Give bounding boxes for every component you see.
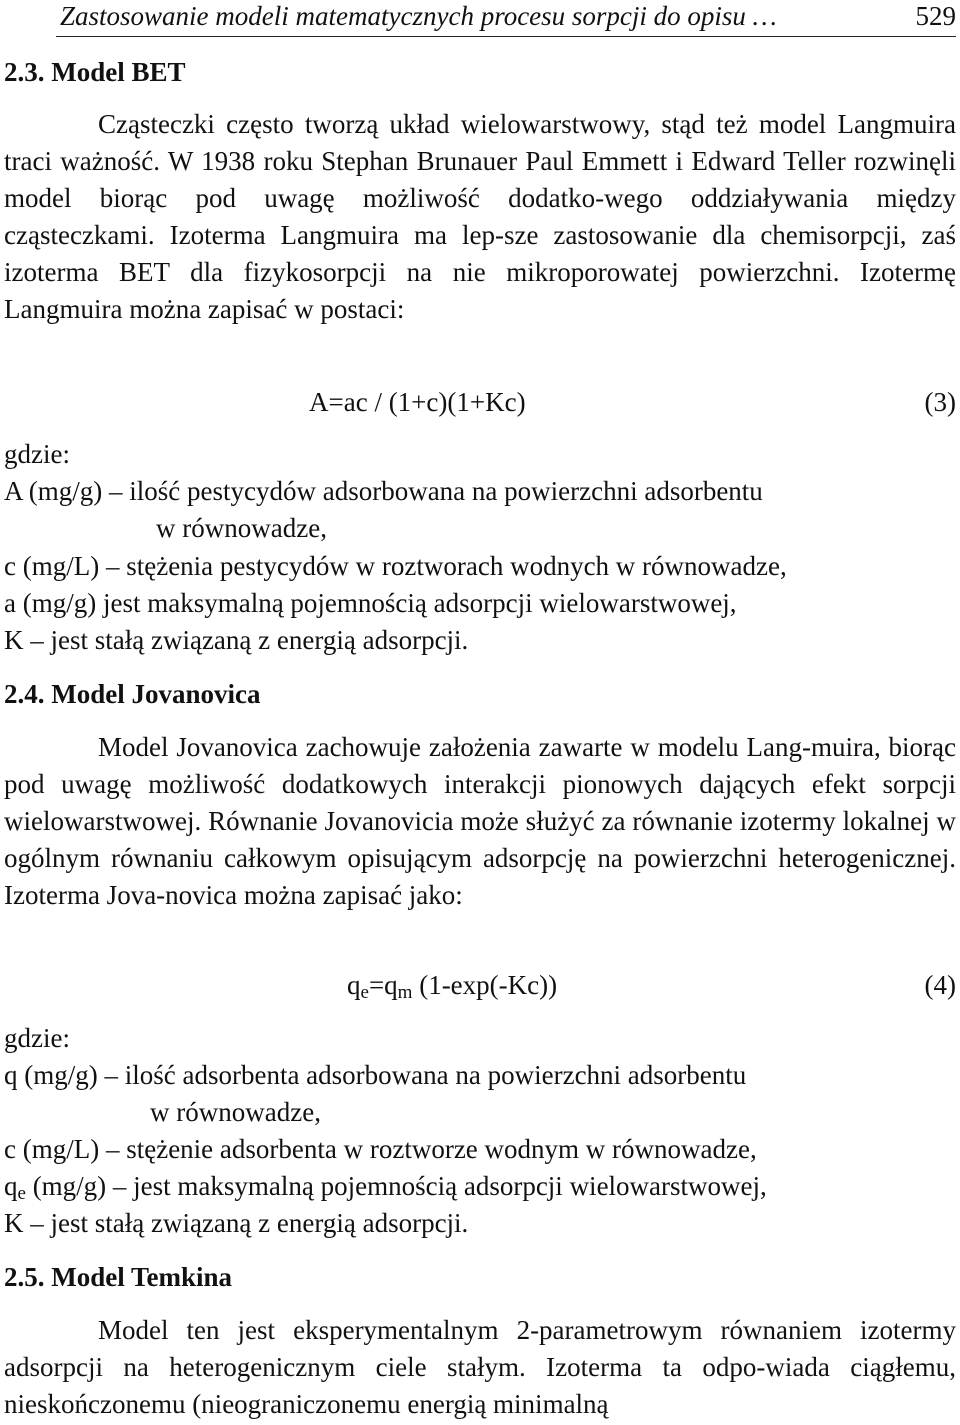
running-header-title: Zastosowanie modeli matematycznych procesu sorpcji do opisu … <box>60 1 777 31</box>
paragraph-temkin: Model ten jest eksperymentalnym 2-parametrowym równaniem izotermy adsorpcji na heterogenicznym ciele stałym. Izoterma ta odpo-wiada ciągłemu, nieskończonemu (nieograniczonemu energią minimalną <box>4 1315 956 1419</box>
running-header <box>56 0 956 37</box>
section-heading-bet: 2.3. Model BET <box>4 57 186 87</box>
page-number: 529 <box>915 1 956 31</box>
equation-4-formula: $q_e=q_m$ (1-exp(-Kc)) <box>347 970 558 1003</box>
equation-3-number: (3) <box>924 387 956 417</box>
definition-K: K – jest stałą związaną z energią adsorpcji. <box>4 625 469 655</box>
equation-3-formula: A=ac / (1+c)(1+Kc) <box>309 387 526 417</box>
definition-A-continuation: w równowadze, <box>156 513 327 543</box>
definition-a: a (mg/g) jest maksymalną pojemnością adsorpcji wielowarstwowej, <box>4 588 737 618</box>
equation-4-number: (4) <box>924 970 956 1000</box>
definition-A: A (mg/g) – ilość pestycydów adsorbowana na powierzchni adsorbentu <box>4 476 763 506</box>
where-label-2: gdzie: <box>4 1023 70 1053</box>
definition-c: c (mg/L) – stężenia pestycydów w roztworach wodnych w równowadze, <box>4 551 787 581</box>
definition-K-2: K – jest stałą związaną z energią adsorpcji. <box>4 1208 469 1238</box>
equation-4 <box>4 965 956 1005</box>
paragraph-bet: Cząsteczki często tworzą układ wielowarstwowy, stąd też model Langmuira traci ważność. W 1938 roku Stephan Brunauer Paul Emmett i Edward Teller rozwinęli model biorąc pod uwagę możliwość dodatko-wego oddziaływania między cząsteczkami. Izoterma Langmuira ma lep-sze zastosowanie dla chemisorpcji, zaś izoterma BET dla fizykosorpcji na nie mikroporowatej powierzchni. Izotermę Langmuira można zapisać w postaci: <box>4 109 956 324</box>
definition-qe: $q_e$ (mg/g) – jest maksymalną pojemnością adsorpcji wielowarstwowej, <box>4 1171 767 1204</box>
definition-q-continuation: w równowadze, <box>150 1097 321 1127</box>
where-label: gdzie: <box>4 439 70 469</box>
definition-c-2: c (mg/L) – stężenie adsorbenta w roztworze wodnym w równowadze, <box>4 1134 757 1164</box>
paragraph-jovanovic: Model Jovanovica zachowuje założenia zawarte w modelu Lang-muira, biorąc pod uwagę możliwość dodatkowych interakcji pionowych dających efekt sorpcji wielowarstwowej. Równanie Jovanovicia może służyć za równanie izotermy lokalnej w ogólnym równaniu całkowym opisującym adsorpcję na powierzchni heterogenicznej. Izoterma Jova-novica można zapisać jako: <box>4 732 956 910</box>
section-heading-temkin: 2.5. Model Temkina <box>4 1262 233 1292</box>
equation-3 <box>4 382 956 422</box>
definition-q: q (mg/g) – ilość adsorbenta adsorbowana na powierzchni adsorbentu <box>4 1060 747 1090</box>
section-heading-jovanovic: 2.4. Model Jovanovica <box>4 679 261 709</box>
